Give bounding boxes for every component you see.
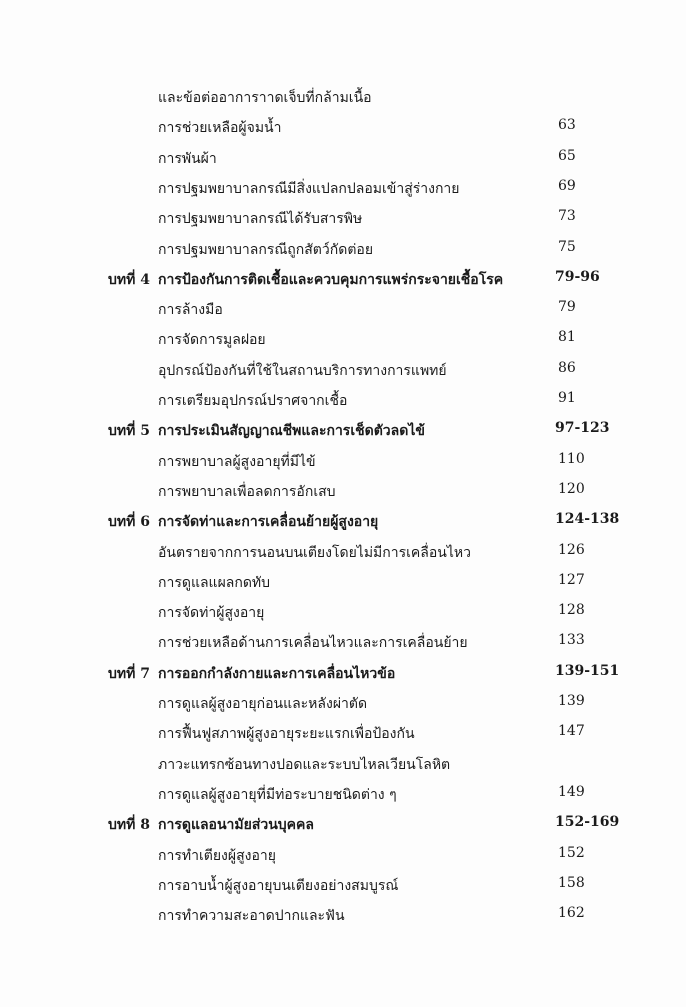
entry-title: การฟื้นฟูสภาพผู้สูงอายุระยะแรกเพื่อป้องกัน: [158, 726, 415, 743]
entry-page-number: 139: [558, 693, 585, 709]
toc-entry-row: [0, 599, 686, 629]
entry-title: การล้างมือ: [158, 302, 223, 319]
toc-entry-row: [0, 781, 686, 811]
toc-entry-row: [0, 205, 686, 235]
entry-page-number: 75: [558, 238, 576, 255]
chapter-label: บทที่ 8: [108, 817, 150, 834]
entry-title: การจัดท่าผู้สูงอายุ: [158, 605, 265, 622]
toc-entry-row: [0, 478, 686, 508]
entry-title: การจัดการมูลฝอย: [158, 332, 266, 349]
entry-title: การปฐมพยาบาลกรณีมีสิ่งแปลกปลอมเข้าสู่ร่างกาย: [158, 180, 460, 197]
chapter-page-range: 97-123: [555, 420, 610, 437]
chapter-label: บทที่ 5: [108, 423, 150, 440]
entry-title: การพยาบาลผู้สูงอายุที่มีไข้: [158, 453, 316, 470]
entry-title: อุปกรณ์ป้องกันที่ใช้ในสถานบริการทางการแพทย์: [158, 362, 447, 379]
entry-page-number: 133: [558, 632, 585, 649]
chapter-title: การประเมินสัญญาณชีพและการเช็ดตัวลดไข้: [158, 423, 425, 440]
entry-title: การพันผ้า: [158, 150, 217, 167]
toc-entry-row: [0, 539, 686, 569]
toc-entry-row: [0, 569, 686, 599]
entry-page-number: 120: [558, 480, 585, 497]
entry-page-number: 158: [558, 874, 585, 891]
toc-entry-row: [0, 387, 686, 417]
toc-chapter-row: [0, 811, 686, 841]
entry-page-number: 162: [558, 905, 585, 922]
entry-page-number: 126: [558, 541, 585, 558]
entry-page-number: 128: [558, 602, 585, 619]
chapter-label: บทที่ 4: [108, 271, 150, 288]
entry-page-number: 73: [558, 208, 576, 225]
chapter-title: การดูแลอนามัยส่วนบุคคล: [158, 817, 314, 834]
toc-entry-row: [0, 842, 686, 872]
chapter-page-range: 79-96: [555, 268, 600, 285]
toc-chapter-row: [0, 417, 686, 447]
entry-page-number: 152: [558, 844, 585, 861]
entry-page-number: 65: [558, 147, 576, 164]
toc-chapter-row: [0, 508, 686, 538]
entry-page-number: 81: [558, 329, 576, 346]
entry-title: การช่วยเหลือผู้จมน้ำ: [158, 120, 282, 137]
entry-title: การทำเตียงผู้สูงอายุ: [158, 847, 276, 864]
entry-title: การเตรียมอุปกรณ์ปราศจากเชื้อ: [158, 393, 348, 409]
entry-title: การปฐมพยาบาลกรณีถูกสัตว์กัดต่อย: [158, 241, 374, 258]
chapter-label: บทที่ 6: [108, 514, 150, 531]
toc-entry-row: [0, 448, 686, 478]
toc-entry-row: [0, 84, 686, 114]
chapter-page-range: 124-138: [555, 511, 620, 528]
toc-entry-row: [0, 114, 686, 144]
toc-entry-row: [0, 751, 686, 781]
entry-page-number: 63: [558, 117, 576, 134]
entry-title: การดูแลผู้สูงอายุที่มีท่อระบายชนิดต่าง ๆ: [158, 786, 397, 803]
entry-page-number: 147: [558, 723, 585, 740]
entry-title: การช่วยเหลือด้านการเคลื่อนไหวและการเคลื่อนย้าย: [158, 635, 468, 652]
entry-title: และข้อต่ออาการาาดเจ็บที่กล้ามเนื้อ: [158, 90, 372, 106]
toc-entry-row: [0, 175, 686, 205]
entry-title: อันตรายจากการนอนบนเตียงโดยไม่มีการเคลื่อนไหว: [158, 544, 471, 561]
chapter-title: การออกกำลังกายและการเคลื่อนไหวข้อ: [158, 665, 396, 682]
chapter-page-range: 152-169: [555, 814, 620, 831]
toc-entry-row: [0, 902, 686, 932]
chapter-title: การจัดท่าและการเคลื่อนย้ายผู้สูงอายุ: [158, 514, 379, 531]
entry-page-number: 127: [558, 571, 585, 588]
toc-entry-row: [0, 296, 686, 326]
entry-page-number: 110: [558, 450, 585, 467]
entry-page-number: 79: [558, 299, 576, 316]
chapter-label: บทที่ 7: [108, 665, 150, 682]
toc-entry-row: [0, 145, 686, 175]
toc-entry-row: [0, 720, 686, 750]
chapter-title: การป้องกันการติดเชื้อและควบคุมการแพร่กระจายเชื้อโรค: [158, 271, 504, 288]
toc-entry-row: [0, 690, 686, 720]
entry-title: ภาวะแทรกซ้อนทางปอดและระบบไหลเวียนโลหิต: [158, 756, 451, 773]
toc-entry-row: [0, 326, 686, 356]
toc-entry-row: [0, 872, 686, 902]
toc-entry-row: [0, 357, 686, 387]
entry-title: การอาบน้ำผู้สูงอายุบนเตียงอย่างสมบูรณ์: [158, 877, 399, 894]
toc-chapter-row: [0, 660, 686, 690]
toc-entry-row: [0, 629, 686, 659]
chapter-page-range: 139-151: [555, 662, 620, 679]
toc-entry-row: [0, 236, 686, 266]
entry-title: การปฐมพยาบาลกรณีได้รับสารพิษ: [158, 211, 363, 228]
entry-page-number: 86: [558, 359, 576, 376]
entry-page-number: 149: [558, 783, 585, 800]
entry-page-number: 91: [558, 390, 576, 406]
entry-title: การทำความสะอาดปากและฟัน: [158, 908, 345, 925]
entry-title: การดูแลแผลกดทับ: [158, 574, 271, 591]
entry-title: การพยาบาลเพื่อลดการอักเสบ: [158, 483, 336, 500]
toc-chapter-row: [0, 266, 686, 296]
entry-page-number: 69: [558, 177, 576, 194]
entry-title: การดูแลผู้สูงอายุก่อนและหลังผ่าตัด: [158, 696, 368, 712]
